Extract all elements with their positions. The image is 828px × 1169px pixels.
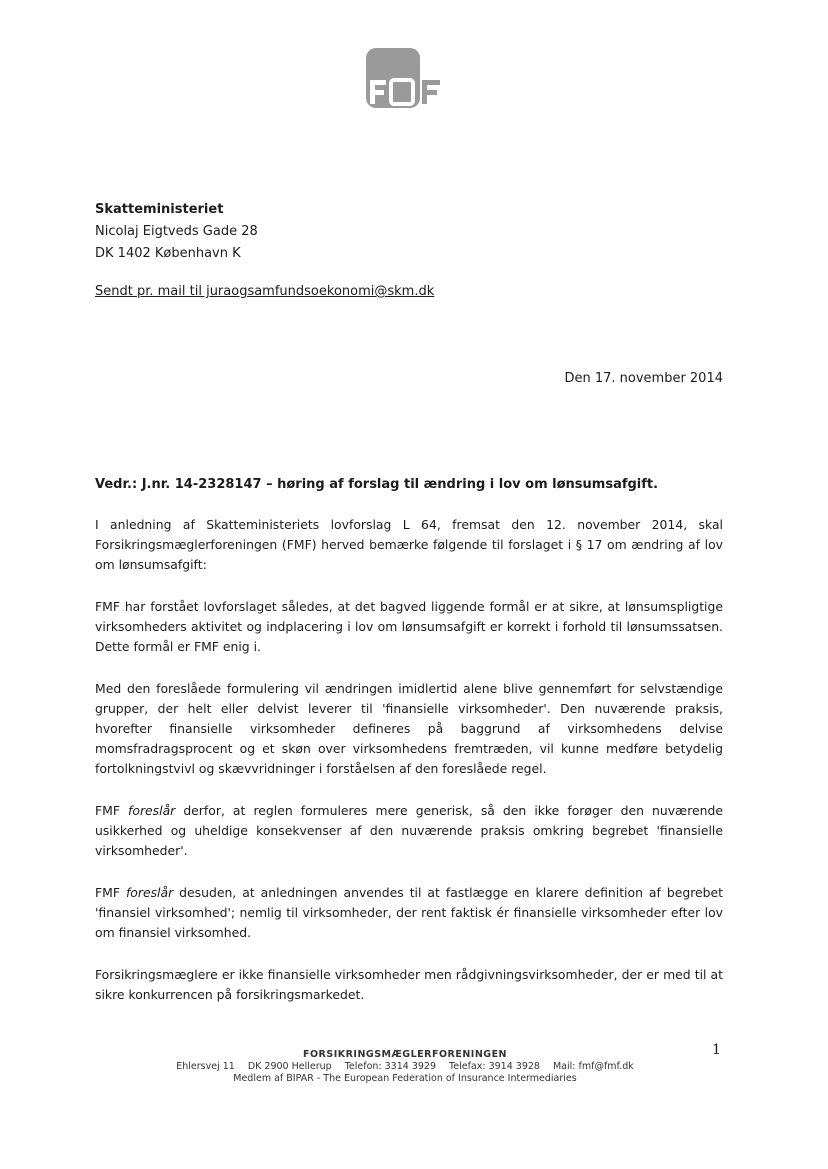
recipient-name: Skatteministeriet: [95, 202, 224, 217]
recipient-address: [95, 199, 258, 265]
sent-via-line[interactable]: Sendt pr. mail til juraogsamfundsoekonomi@skm.dk: [95, 284, 435, 299]
footer-contact: [90, 1061, 720, 1073]
footer-fax: Telefax: 3914 3928: [449, 1061, 540, 1072]
paragraph-4-rest: derfor, at reglen formuleres mere generisk, så den ikke forøger den nuværende usikkerhed og uheldige konsekvenser af den nuværende praksis omkring begrebet 'finansielle virksomheder'.: [95, 803, 723, 858]
footer-org: FORSIKRINGSMÆGLERFORENINGEN: [302, 1049, 508, 1060]
page-number: 1: [712, 1042, 721, 1058]
fmf-logo: [360, 46, 460, 116]
paragraph-5-rest: desuden, at anledningen anvendes til at fastlægge en klarere definition af begrebet 'finansiel virksomhed'; nemlig til virksomheder, der rent faktisk ér finansielle virksomheder efter lov om finansiel virksomhed.: [95, 885, 723, 940]
footer-mail[interactable]: Mail: fmf@fmf.dk: [552, 1061, 634, 1072]
paragraph-4-start: FMF: [95, 803, 129, 818]
recipient-city: DK 1402 København K: [95, 246, 241, 261]
paragraph-3: Med den foreslåede formulering vil ændringen imidlertid alene blive gennemført for selvstændige grupper, der helt eller delvist leverer til 'finansielle virksomheder'. Den nuværende praksis, hvorefter finansielle virksomheder defineres på baggrund af virksomhedens delvise momsfradragsprocent og et skøn over virksomhedens fremtræden, vil kunne medføre betydelig fortolkningstvivl og skævvridninger i forståelsen af den foreslåede regel.: [95, 681, 723, 776]
footer-address: Ehlersvej 11: [176, 1061, 235, 1072]
letter-footer: [90, 1049, 720, 1085]
paragraph-5-start: FMF: [95, 885, 126, 900]
paragraph-4-emphasis: foreslår: [128, 803, 176, 818]
footer-phone: Telefon: 3314 3929: [344, 1061, 437, 1072]
letter-body: [95, 515, 723, 1027]
paragraph-5: [95, 883, 723, 943]
paragraph-6: Forsikringsmæglere er ikke finansielle virksomheder men rådgivningsvirksomheder, der er med til at sikre konkurrencen på forsikringsmarkedet.: [95, 967, 723, 1002]
paragraph-4: [95, 801, 723, 861]
footer-city: DK 2900 Hellerup: [247, 1061, 332, 1072]
paragraph-2: FMF har forstået lovforslaget således, at det bagved liggende formål er at sikre, at lønsumspligtige virksomheders aktivitet og indplacering i lov om lønsumsafgift er korrekt i forhold til lønsumssatsen. Dette formål er FMF enig i.: [95, 599, 723, 654]
letter-subject: Vedr.: J.nr. 14-2328147 – høring af forslag til ændring i lov om lønsumsafgift.: [95, 477, 659, 492]
paragraph-5-emphasis: foreslår: [125, 885, 174, 900]
paragraph-1: I anledning af Skatteministeriets lovforslag L 64, fremsat den 12. november 2014, skal Forsikringsmæglerforeningen (FMF) herved bemærke følgende til forslaget i § 17 om ændring af lov om lønsumsafgift:: [95, 517, 723, 572]
letter-date: Den 17. november 2014: [564, 371, 723, 386]
recipient-street: Nicolaj Eigtveds Gade 28: [95, 224, 258, 239]
footer-member: Medlem af BIPAR - The European Federation of Insurance Intermediaries: [233, 1073, 577, 1084]
